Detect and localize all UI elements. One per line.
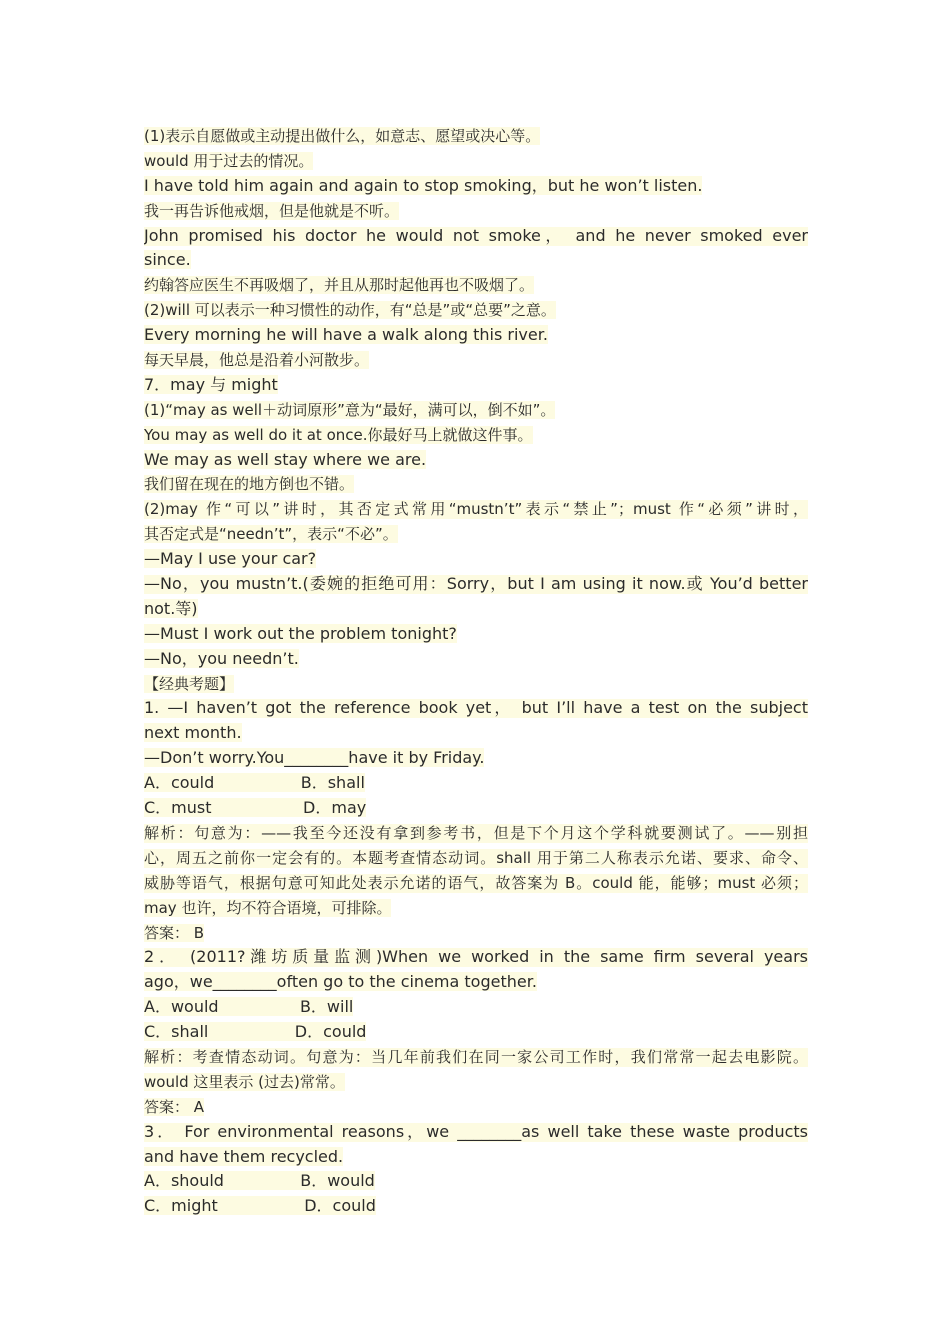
text-line: —No，you needn’t.	[144, 648, 299, 668]
text-line: 我一再告诉他戒烟，但是他就是不听。	[144, 201, 400, 220]
text-line: I have told him again and again to stop smoking，but he won’t listen.	[144, 175, 703, 195]
explanation-text: would 这里表示 (过去)常常。	[144, 1072, 345, 1091]
explanation-text: 心，周五之前你一定会有的。本题考查情态动词。shall 用于第二人称表示允诺、要求、命令、	[144, 846, 808, 871]
text-line: —No，you mustn’t.(委婉的拒绝可用：Sorry，but I am using it now.或 You’d better	[144, 572, 808, 597]
explanation-text: may 也许，均不符合语境，可排除。	[144, 898, 392, 917]
explanation-text: 解析：句意为：——我至今还没有拿到参考书，但是下个月这个学科就要测试了。——别担	[144, 821, 808, 846]
answer-text: 答案： A	[144, 1097, 205, 1116]
text-line: 其否定式是“needn’t”，表示“不必”。	[144, 525, 398, 544]
text-line: would 用于过去的情况。	[144, 151, 314, 170]
answer-text: 答案： B	[144, 923, 205, 942]
text-line: (2)will 可以表示一种习惯性的动作，有“总是”或“总要”之意。	[144, 301, 556, 320]
answer-options: A．should B．would	[144, 1171, 375, 1191]
text-line: 约翰答应医生不再吸烟了，并且从那时起他再也不吸烟了。	[144, 276, 535, 295]
text-line: (1)“may as well＋动词原形”意为“最好，满可以，倒不如”。	[144, 400, 556, 419]
question-text: —Don’t worry.You________have it by Friday.	[144, 748, 485, 768]
answer-options: C．shall D．could	[144, 1022, 367, 1042]
text-line: —May I use your car?	[144, 549, 317, 569]
answer-options: A．could B．shall	[144, 773, 365, 793]
question-text: 3． For environmental reasons，we ________as well take these waste products	[144, 1120, 808, 1145]
text-line: 我们留在现在的地方倒也不错。	[144, 475, 355, 494]
text-line: Every morning he will have a walk along this river.	[144, 325, 548, 345]
answer-options: A．would B．will	[144, 997, 354, 1017]
explanation-text: 解析：考查情态动词。句意为：当几年前我们在同一家公司工作时，我们常常一起去电影院。	[144, 1045, 808, 1070]
text-line: (1)表示自愿做或主动提出做什么，如意志、愿望或决心等。	[144, 127, 541, 145]
question-text: and have them recycled.	[144, 1146, 344, 1166]
answer-options: C．must D．may	[144, 798, 367, 818]
answer-options: C．might D．could	[144, 1196, 376, 1216]
section-heading: 7．may 与 might	[144, 374, 278, 394]
text-line: We may as well stay where we are.	[144, 449, 427, 469]
question-text: next month.	[144, 723, 242, 743]
text-line: (2)may 作“可以”讲时，其否定式常用“mustn’t”表示“禁止”；must 作“必须”讲时，	[144, 497, 808, 522]
text-line: 每天早晨，他总是沿着小河散步。	[144, 351, 370, 370]
document-body	[144, 124, 808, 1219]
text-line: John promised his doctor he would not smoke， and he never smoked ever	[144, 224, 808, 249]
text-line: not.等)	[144, 598, 198, 618]
text-line: You may as well do it at once.你最好马上就做这件事。	[144, 425, 533, 444]
text-line: —Must I work out the problem tonight?	[144, 623, 457, 643]
question-text: 2． (2011?潍坊质量监测)When we worked in the same firm several years	[144, 945, 808, 970]
explanation-text: 威胁等语气，根据句意可知此处表示允诺的语气，故答案为 B。could 能，能够；must 必须；	[144, 871, 808, 896]
section-heading: 【经典考题】	[144, 674, 235, 693]
text-line: since.	[144, 250, 191, 270]
question-text: ago，we________often go to the cinema together.	[144, 972, 537, 992]
question-text: 1. —I haven’t got the reference book yet， but I’ll have a test on the subject	[144, 696, 808, 721]
